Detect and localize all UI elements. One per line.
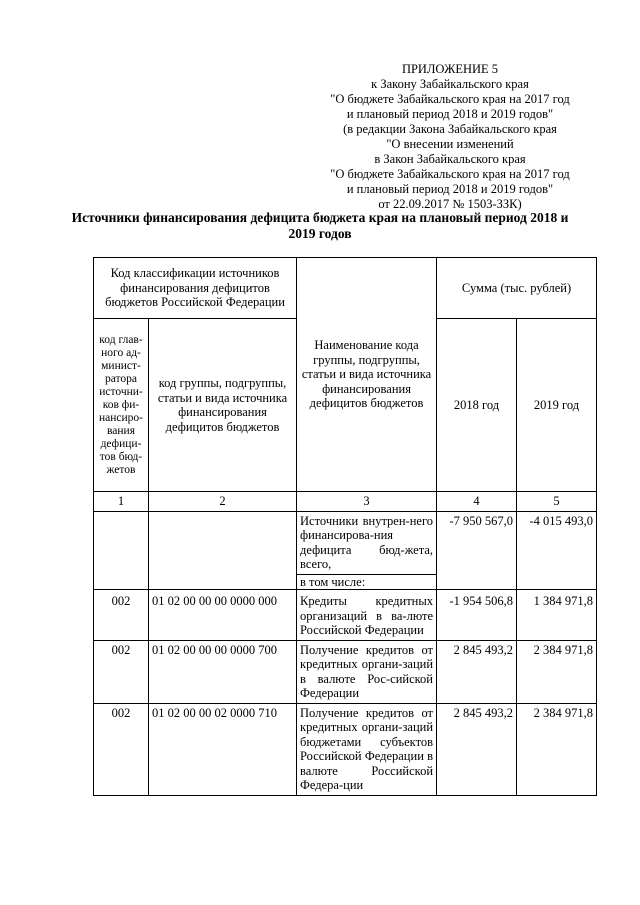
value-2019-cell: 1 384 971,8 [517,590,597,641]
appendix-line: "О бюджете Забайкальского края на 2017 год [330,92,570,106]
appendix-line: к Закону Забайкальского края [371,77,529,91]
appendix-line: (в редакции Закона Забайкальского края [343,122,557,136]
group-code-cell [149,511,297,590]
value-2018-cell: 2 845 493,2 [437,703,517,795]
appendix-header [300,62,600,212]
budget-table [93,257,597,796]
appendix-line: "О бюджете Забайкальского края на 2017 год [330,167,570,181]
admin-code-cell: 002 [94,703,149,795]
name-cell: Кредиты кредитных организаций в ва-люте Российской Федерации [297,590,437,641]
appendix-line: и плановый период 2018 и 2019 годов" [346,107,554,121]
including-note: в том числе: [297,574,436,590]
year-2018-header: 2018 год [437,319,517,492]
name-cell: Получение кредитов от кредитных органи-заций в валюте Рос-сийской Федерации [297,640,437,703]
table-row [94,511,597,590]
column-number: 2 [149,492,297,512]
table-row [94,640,597,703]
column-number: 5 [517,492,597,512]
value-2019-cell: 2 384 971,8 [517,640,597,703]
group-code-header: код группы, подгруппы, статьи и вида источника финансирования дефицитов бюджетов [149,319,297,492]
admin-code-cell: 002 [94,640,149,703]
name-text: Источники внутрен-него финансирова-ния дефицита бюд-жета, всего, [300,513,434,571]
appendix-line: от 22.09.2017 № 1503-ЗЗК) [378,197,522,211]
year-2019-header: 2019 год [517,319,597,492]
header-row-1 [94,258,597,319]
value-2019-cell: 2 384 971,8 [517,703,597,795]
table-row [94,590,597,641]
classification-header: Код классификации источников финансирования дефицитов бюджетов Российской Федерации [94,258,297,319]
value-2018-cell: 2 845 493,2 [437,640,517,703]
name-cell [297,511,437,590]
column-number-row [94,492,597,512]
group-code-cell: 01 02 00 00 00 0000 000 [149,590,297,641]
appendix-line: "О внесении изменений [386,137,514,151]
group-code-cell: 01 02 00 00 00 0000 700 [149,640,297,703]
appendix-title: ПРИЛОЖЕНИЕ 5 [401,62,499,76]
name-header: Наименование кода группы, подгруппы, статьи и вида источника финансирования дефицитов бюджетов [297,258,437,492]
value-2018-cell: -1 954 506,8 [437,590,517,641]
appendix-line: и плановый период 2018 и 2019 годов" [346,182,554,196]
name-cell: Получение кредитов от кредитных органи-заций бюджетами субъектов Российской Федерации в валюте Российской Федера-ции [297,703,437,795]
appendix-line: в Закон Забайкальского края [374,152,526,166]
admin-code-cell [94,511,149,590]
column-number: 4 [437,492,517,512]
admin-code-header: код глав-ного ад-минист-ратора источни-ков фи-нансиро-вания дефици-тов бюд-жетов [94,319,149,492]
table-row [94,703,597,795]
value-2018-cell: -7 950 567,0 [437,511,517,590]
document-title: Источники финансирования дефицита бюджета края на плановый период 2018 и 2019 годов [71,210,569,241]
sum-header: Сумма (тыс. рублей) [437,258,597,319]
group-code-cell: 01 02 00 00 02 0000 710 [149,703,297,795]
admin-code-cell: 002 [94,590,149,641]
column-number: 1 [94,492,149,512]
value-2019-cell: -4 015 493,0 [517,511,597,590]
column-number: 3 [297,492,437,512]
